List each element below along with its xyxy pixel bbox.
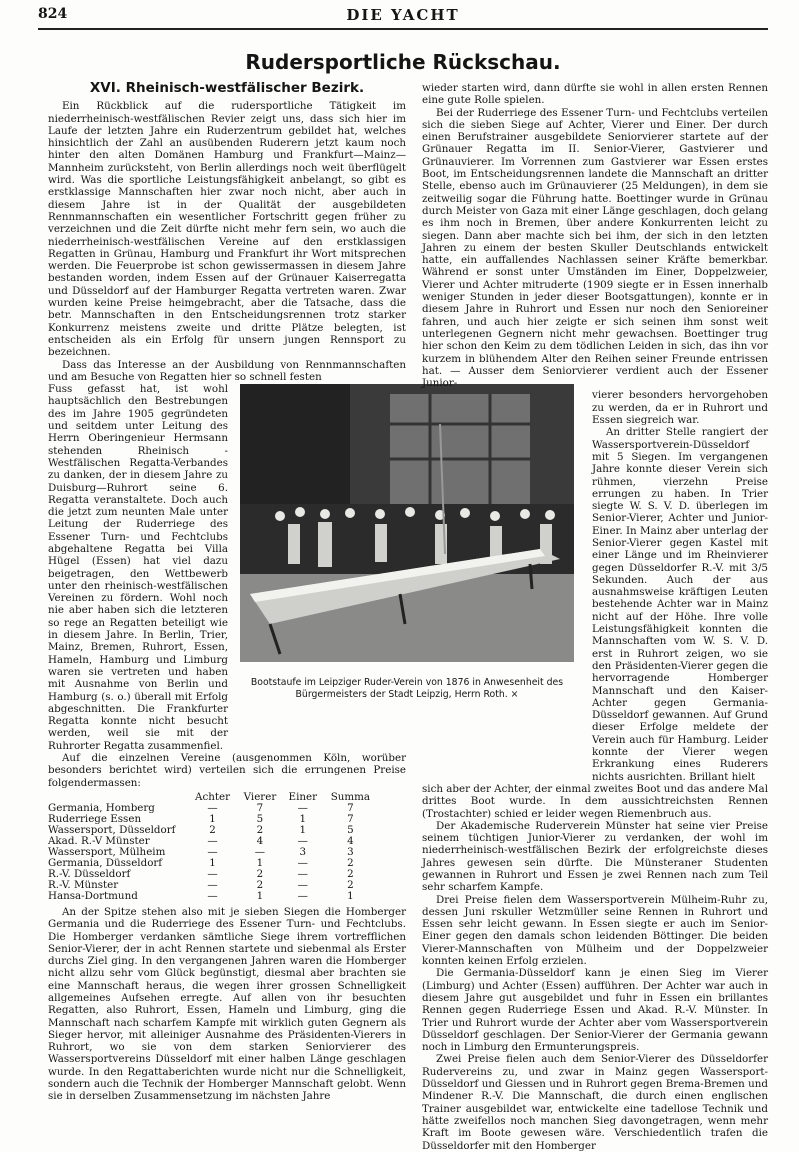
count-cell: 3 [299,845,307,858]
count-cell: — [207,845,218,858]
photo-caption: Bootstaufe im Leipziger Ruder-Verein von 1876 in Anwesenheit des Bürgermeisters der Stadt Leipzig, Herrn Roth. × [250,677,564,700]
paragraph: Fuss gefasst hat, ist wohl hauptsächlich den Bestrebungen des im Jahre 1905 gegründeten und seitdem unter Leitung des Herrn Oberingenieur Hermsann stehenden Rheinisch - Westfälischen Regatta-Verbandes zu danken, der in diesem Jahre zu Duisburg—Ruhrort seine 6. Regatta veranstaltete. Doch auch die jetzt zum neunten Male unter Leitung der Ruderriege des Essener Turn- und Fechtclubs abgehaltene Regatta bei Villa Hügel (Essen) hat viel dazu beigetragen, den Wettbewerb unter den rheinisch-westfälischen Vereinen zu fördern. Wohl noch nie aber haben sich die letzteren so rege an Regatten beteiligt wie in diesem Jahre. In Berlin, Trier, Mainz, Bremen, Ruhrort, Essen, Hameln, Hamburg und Limburg waren sie vertreten und haben mit Ausnahme von Berlin und Hamburg (s. o.) überall mit Erfolg abgeschnitten. Die Frankfurter Regatta konnte nicht besucht werden, weil sie mit der Ruhrorter Regatta zusammenfiel. [48,383,228,752]
paragraph: vierer besonders hervorgehoben zu werden, da er in Ruhrort und Essen siegreich war. [592,389,768,427]
club-name-cell: R.-V. Düsseldorf [48,867,131,880]
count-cell: 1 [256,889,264,902]
table-header: Einer [288,790,318,803]
count-cell: 2 [256,867,264,880]
count-cell: — [254,845,266,858]
count-cell: — [297,801,308,814]
club-name-cell: Akad. R.-V Münster [48,834,150,847]
count-cell: — [207,889,218,902]
club-name-cell: Wassersport, Düsseldorf [48,823,176,836]
count-cell: 2 [256,823,264,836]
count-cell: 5 [256,812,264,825]
results-table [48,792,378,902]
paragraph: An der Spitze stehen also mit je sieben Siegen die Homberger Germania und die Ruderriege des Essener Turn- und Fechtclubs. Die Homberger verdanken sämtliche Siege ihrem vortrefflichen Senior-Vierer, der in acht Rennen startete und siebenmal als Erster durchs Ziel ging. In den vergangenen Jahren waren die Homberger nicht allzu sehr vom Glück begünstigt, diesmal aber brachten sie eine Mannschaft heraus, die wegen ihrer grossen Schnelligkeit allgemeines Aufsehen erregte. Auf allen von ihr besuchten Regatten, also Ruhrort, Essen, Hameln und Limburg, ging die Mannschaft nach scharfem Kampfe mit wirklich guten Gegnern als Sieger hervor, mit alleiniger Ausnahme des Präsidenten-Vierers in Ruhrort, wo sie von dem starken Seniorvierer des Wassersportvereins Düsseldorf mit einer halben Länge geschlagen wurde. In den Regattaberichten wurde nicht nur die Schnelligkeit, sondern auch die Technik der Homberger Mannschaft gelobt. Wenn sie in derselben Zusammensetzung im nächsten Jahre [48,905,406,1103]
paragraph: Der Akademische Ruderverein Münster hat seine vier Preise seinem tüchtigen Junior-Vierer zu verdanken, der wohl im niederrheinisch-westfälischen Bezirk der erfolgreichste dieses Jahres gewesen sein dürfte. Die Münsteraner Studenten gewannen in Ruhrort und Essen je zwei Rennen nach zum Teil sehr scharfem Kampfe. [422,819,768,894]
narrow-text-block [592,389,768,783]
table-row [48,891,378,902]
paragraph: Drei Preise fielen dem Wassersportverein Mülheim-Ruhr zu, dessen Juni rskuller Wetzmüller seine Rennen in Ruhrort und Essen sehr leicht gewann. In Essen siegte er auch im Senior-Einer gegen den damals schon leidenden Böttinger. Die beiden Vierer-Mannschaften von Mülheim und der Doppelzweier konnten keinen Erfolg erzielen. [422,893,768,968]
count-cell: 1 [299,823,307,836]
running-header [38,6,768,28]
count-cell: — [207,878,218,891]
count-cell: 4 [256,834,264,847]
table-header: Summa [330,790,371,803]
table-header: Vierer [243,790,277,803]
count-cell: 1 [256,856,264,869]
club-name-cell: Hansa-Dortmund [48,889,138,902]
count-cell: — [297,834,308,847]
count-cell: 3 [347,845,354,858]
count-cell: 7 [347,812,354,825]
right-column [422,82,768,1152]
paragraph: sich aber der Achter, der einmal zweites Boot und das andere Mal drittes Boot wurde. In dem aussichtreichsten Rennen (Trostachter) schied er leider wegen Riemenbruch aus. [422,782,768,820]
count-cell: 7 [256,801,264,814]
paragraph: An dritter Stelle rangiert der Wassersportverein-Düsseldorf mit 5 Siegen. Im vergangenen Jahre konnte dieser Verein sich rühmen, vierzehn Preise errungen zu haben. In Trier siegte W. S. V. D. überlegen im Senior-Vierer, Achter und Junior-Einer. In Mainz aber unterlag der Senior-Vierer gegen Kastel mit einer Länge und im Rheinvierer gegen Düsseldorfer R.-V. mit 3/5 Sekunden. Auch der aus ausnahmsweise kräftigen Leuten bestehende Achter war in Mainz nicht auf der Höhe. Ihre volle Leistungsfähigkeit konnten die Mannschaften vom W. S. V. D. erst in Ruhrort zeigen, wo sie den Präsidenten-Vierer gegen die hervorragende Homberger Mannschaft und den Kaiser-Achter gegen Germania-Düsseldorf gewannen. Auf Grund dieser Erfolge meldete der Verein auch für Hamburg. Leider konnte der Vierer wegen Erkrankung eines Ruderers nichts ausrichten. Brillant hielt [592,426,768,783]
count-cell: — [297,867,308,880]
count-cell: — [297,889,308,902]
count-cell: — [297,878,308,891]
count-cell: 4 [347,834,354,847]
count-cell: 2 [347,867,354,880]
count-cell: — [207,801,218,814]
narrow-text-block [48,383,228,752]
count-cell: 2 [256,878,264,891]
club-name-cell: Ruderriege Essen [48,812,142,825]
count-cell: — [207,867,218,880]
count-cell: — [297,856,308,869]
article-title: Rudersportliche Rückschau. [245,50,561,74]
count-cell: 2 [347,878,354,891]
count-cell: — [207,834,218,847]
count-cell: 7 [347,801,354,814]
paragraph: Die Germania-Düsseldorf kann je einen Sieg im Vierer (Limburg) und Achter (Essen) aufführen. Der Achter war auch in diesem Jahre gut ausgebildet und fuhr in Essen ein brillantes Rennen gegen Ruderriege Essen und Akad. R.-V. Münster. In Trier und Ruhrort wurde der Achter aber vom Wassersportverein Düsseldorf geschlagen. Der Senior-Vierer der Germania gewann noch in Limburg den Ermunterungspreis. [422,967,768,1054]
paragraph: Dass das Interesse an der Ausbildung von Rennmannschaften und am Besuche von Regatten hier so schnell festen [48,358,406,383]
count-cell: 1 [347,889,354,902]
section-heading: XVI. Rheinisch-westfälischer Bezirk. [89,80,365,96]
journal-title: DIE YACHT [346,6,460,24]
club-name-cell: Germania, Homberg [48,801,155,814]
header-rule [38,28,768,30]
paragraph: Auf die einzelnen Vereine (ausgenommen Köln, worüber besonders berichtet wird) verteilen sich die errungenen Preise folgendermassen: [48,752,406,789]
page-number: 824 [38,6,68,22]
count-cell: 1 [209,812,216,825]
club-name-cell: Germania, Düsseldorf [48,856,163,869]
paragraph: Bei der Ruderriege des Essener Turn- und Fechtclubs verteilen sich die sieben Siege auf Achter, Vierer und Einer. Der durch einen Berufstrainer ausgebildete Seniorvierer startete auf der Grünauer Regatta im II. Senior-Vierer, Gastvierer und Grünauvierer. Im Vorrennen zum Gastvierer war Essen erstes Boot, im Entscheidungsrennen landete die Mannschaft an dritter Stelle, ebenso auch im Grünauvierer (25 Meldungen), in dem sie zeitweilig sogar die Führung hatte. Boettinger wurde in Grünau durch Meister von Gaza mit einer Länge geschlagen, doch gelang es ihm noch in Bremen, über andere Konkurrenten leicht zu siegen. Dann aber machte sich bei ihm, der sich in den letzten Jahren zu einem der besten Skuller Deutschlands entwickelt hatte, ein auffallendes Nachlassen seiner Kräfte bemerkbar. Während er sonst unter Umständen im Einer, Doppelzweier, Vierer und Achter mitruderte (1909 siegte er in Essen innerhalb weniger Stunden in jeder dieser Bootsgattungen), konnte er in diesem Jahre in Ruhrort und Essen nur noch den Senioreiner fahren, und auch hier zeigte er sich seinen ihm sonst weit unterlegenen Gegnern nicht mehr gewachsen. Boettinger trug hier schon den Keim zu dem tödlichen Leiden in sich, das ihn vor kurzem in blühendem Alter den Reihen seiner Freunde entrissen hat. — Ausser dem Seniorvierer verdient auch der Essener Junior- [422,106,768,390]
table-header: Achter [195,790,231,803]
count-cell: 1 [209,856,216,869]
paragraph: Zwei Preise fielen auch dem Senior-Vierer des Düsseldorfer Rudervereins zu, und zwar in Mainz gegen Wassersport-Düsseldorf und Giessen und in Ruhrort gegen Brema-Bremen und Mindener R.-V. Die Mannschaft, die durch einen englischen Trainer ausgebildet war, entwickelte eine tadellose Technik und hätte zweifellos noch manchen Sieg davongetragen, wenn mehr Kraft im Boote gewesen wäre. Verschiedentlich trafen die Düsseldorfer mit den Homberger [422,1053,768,1152]
count-cell: 1 [299,812,307,825]
club-name-cell: R.-V. Münster [48,878,119,891]
count-cell: 2 [347,856,354,869]
count-cell: 5 [347,823,354,836]
count-cell: 2 [209,823,216,836]
club-name-cell: Wassersport, Mülheim [48,845,166,858]
paragraph: Ein Rückblick auf die rudersportliche Tätigkeit im niederrheinisch-westfälischen Revier zeigt uns, dass sich hier im Laufe der letzten Jahre ein Ruderzentrum gebildet hat, welches hinsichtlich der Zahl an ausübenden Ruderern jetzt kaum noch hinter den alten Domänen Hamburg und Frankfurt—Mainz—Mannheim zurücksteht, von Berlin allerdings noch weit überflügelt wird. Was die sportliche Leistungsfähigkeit anbelangt, so gibt es erstklassige Mannschaften hier zwar noch nicht, aber auch in diesem Jahre ist in der Qualität der ausgebildeten Rennmannschaften ein wesentlicher Fortschritt gegen früher zu verzeichnen und die Zeit dürfte nicht mehr fern sein, wo auch die niederrheinisch-westfälischen Vereine auf den erstklassigen Regatten in Grünau, Hamburg und Frankfurt ihr Wort mitsprechen werden. Die Feuerprobe ist schon gewissermassen in diesem Jahre bestanden worden, indem Essen auf der Grünauer Kaiserregatta und Düsseldorf auf der Hamburger Regatta vertreten waren. Zwar wurden keine Preise heimgebracht, aber die Tatsache, dass die betr. Mannschaften in den Entscheidungsrennen trotz starker Konkurrenz meistens zweite und dritte Plätze belegten, ist entscheiden als ein Erfolg für unsern jungen Rennsport zu bezeichnen. [48,100,406,359]
paragraph: wieder starten wird, dann dürfte sie wohl in allen ersten Rennen eine gute Rolle spielen. [422,82,768,107]
